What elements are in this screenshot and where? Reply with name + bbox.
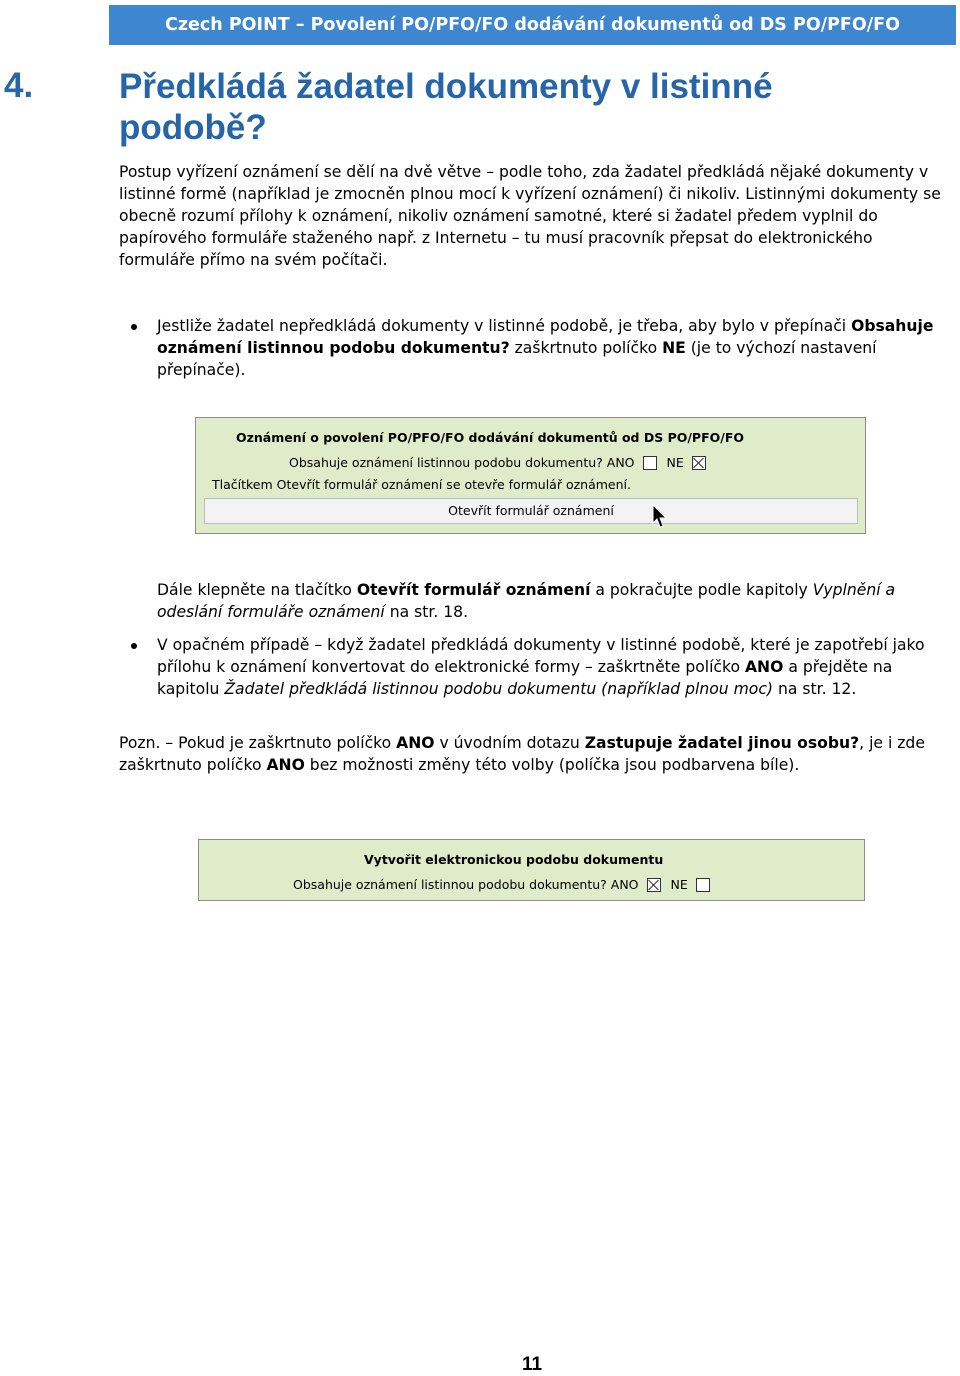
panel-title: Oznámení o povolení PO/PFO/FO dodávání dokumentů od DS PO/PFO/FO: [236, 430, 744, 445]
chapter-title: Předkládá žadatel dokumenty v listinné podobě?: [119, 67, 773, 147]
yes-checkbox[interactable]: [647, 878, 661, 892]
screenshot-electronic-form-panel: [198, 839, 865, 901]
bullet-text: V opačném případě – když žadatel předkládá dokumenty v listinné podobě, které je zapotřebí jako přílohu k oznámení konvertovat do elektronické formy – zaškrtněte políčko ANO a přejděte na kapitolu Žadatel předkládá listinnou podobu dokumentu (například plnou moc) na str. 12.: [157, 636, 925, 698]
panel-title: Vytvořit elektronickou podobu dokumentu: [364, 852, 664, 867]
no-checkbox[interactable]: [692, 456, 706, 470]
yes-label: ANO: [606, 455, 635, 470]
question-row: [289, 455, 712, 470]
open-form-button[interactable]: Otevřít formulář oznámení: [204, 498, 858, 524]
intro-paragraph: Postup vyřízení oznámení se dělí na dvě větve – podle toho, zda žadatel předkládá nějaké dokumenty v listinné formě (například je zmocněn plnou mocí k vyřízení oznámení) či nikoliv. Listinnými dokumenty se obecně rozumí přílohy k oznámení, nikoliv oznámení samotné, které si žadatel předem vyplnil do papírového formuláře staženého např. z Internetu – tu musí pracovník přepsat do elektronického formuláře přímo na svém počítači.: [119, 163, 941, 269]
screenshot-form-panel: [195, 417, 866, 534]
question-row: [293, 877, 716, 892]
yes-checkbox[interactable]: [643, 456, 657, 470]
page-number: 11: [521, 1354, 543, 1375]
no-label: NE: [666, 455, 684, 470]
question-label: Obsahuje oznámení listinnou podobu dokumentu?: [289, 455, 603, 470]
mouse-pointer-icon: [652, 504, 668, 530]
yes-label: ANO: [610, 877, 639, 892]
continue-instructions: Dále klepněte na tlačítko Otevřít formulář oznámení a pokračujte podle kapitoly Vyplnění a odeslání formuláře oznámení na str. 18.: [157, 581, 896, 621]
bullet-icon: [131, 324, 137, 330]
bullet-icon: [131, 643, 137, 649]
note-paragraph: Pozn. – Pokud je zaškrtnuto políčko ANO v úvodním dotazu Zastupuje žadatel jinou osobu?, je i zde zaškrtnuto políčko ANO bez možnosti změny této volby (políčka jsou podbarvena bíle).: [119, 734, 925, 774]
no-checkbox[interactable]: [696, 878, 710, 892]
no-label: NE: [670, 877, 688, 892]
info-text: Tlačítkem Otevřít formulář oznámení se otevře formulář oznámení.: [212, 477, 631, 492]
question-label: Obsahuje oznámení listinnou podobu dokumentu?: [293, 877, 607, 892]
chapter-number: 4.: [4, 66, 34, 105]
running-header: Czech POINT – Povolení PO/PFO/FO dodávání dokumentů od DS PO/PFO/FO: [109, 5, 956, 45]
bullet-text: Jestliže žadatel nepředkládá dokumenty v listinné podobě, je třeba, aby bylo v přepínači Obsahuje oznámení listinnou podobu dokumentu? zaškrtnuto políčko NE (je to výchozí nastavení přepínače).: [157, 317, 934, 379]
